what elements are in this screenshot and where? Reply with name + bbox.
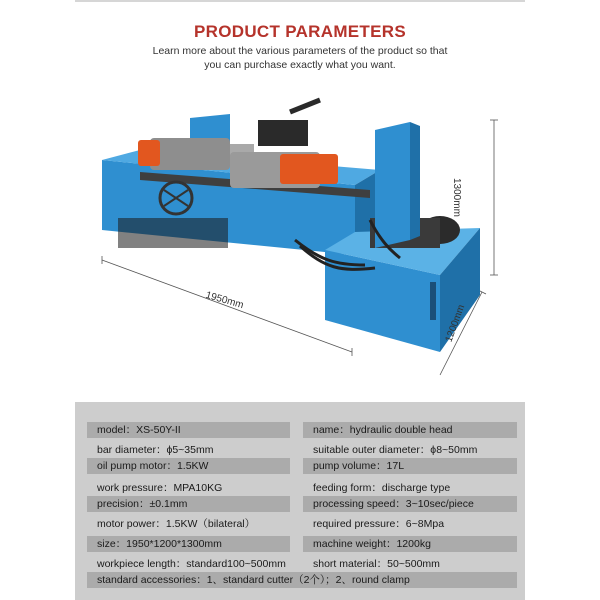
param-row bbox=[87, 458, 517, 474]
param-row bbox=[87, 496, 517, 512]
page-subtitle: Learn more about the various parameters of the product so that you can purchase exactly what you want. bbox=[152, 45, 448, 71]
length-dimension: 1950mm bbox=[204, 289, 245, 312]
param-name: name：hydraulic double head bbox=[303, 422, 517, 438]
param-row bbox=[87, 480, 517, 496]
param-precision: precision：±0.1mm bbox=[87, 496, 290, 512]
height-dimension: 1300mm bbox=[451, 178, 462, 217]
width-dimension: 1200mm bbox=[443, 303, 468, 344]
param-row bbox=[87, 422, 517, 438]
parameters-panel bbox=[75, 402, 525, 600]
param-size: size：1950*1200*1300mm bbox=[87, 536, 290, 552]
param-oil-pump-motor: oil pump motor：1.5KW bbox=[87, 458, 290, 474]
param-row bbox=[87, 442, 517, 458]
param-feeding-form: feeding form：discharge type bbox=[313, 482, 451, 494]
param-workpiece-length: workpiece length：standard100~500mm bbox=[97, 558, 286, 570]
param-row bbox=[87, 536, 517, 552]
param-required-pressure: required pressure：6~8Mpa bbox=[313, 518, 445, 530]
param-pump-volume: pump volume：17L bbox=[303, 458, 517, 474]
top-divider bbox=[75, 0, 525, 2]
right-upright bbox=[375, 122, 420, 248]
param-outer-diameter: suitable outer diameter：ϕ8~50mm bbox=[313, 444, 478, 456]
param-machine-weight: machine weight：1200kg bbox=[303, 536, 517, 552]
param-row bbox=[87, 572, 517, 588]
param-short-material: short material：50~500mm bbox=[313, 558, 440, 570]
param-model: model：XS-50Y-II bbox=[87, 422, 290, 438]
param-standard-accessories: standard accessories：1、standard cutter（2个）；2、round clamp bbox=[87, 572, 517, 588]
param-processing-speed: processing speed：3~10sec/piece bbox=[303, 496, 517, 512]
param-work-pressure: work pressure：MPA10KG bbox=[97, 482, 223, 494]
param-bar-diameter: bar diameter：ϕ5~35mm bbox=[97, 444, 214, 456]
page-title: PRODUCT PARAMETERS bbox=[194, 22, 406, 41]
param-motor-power: motor power：1.5KW（bilateral） bbox=[97, 518, 256, 530]
param-row bbox=[87, 516, 517, 532]
param-row bbox=[87, 556, 517, 572]
